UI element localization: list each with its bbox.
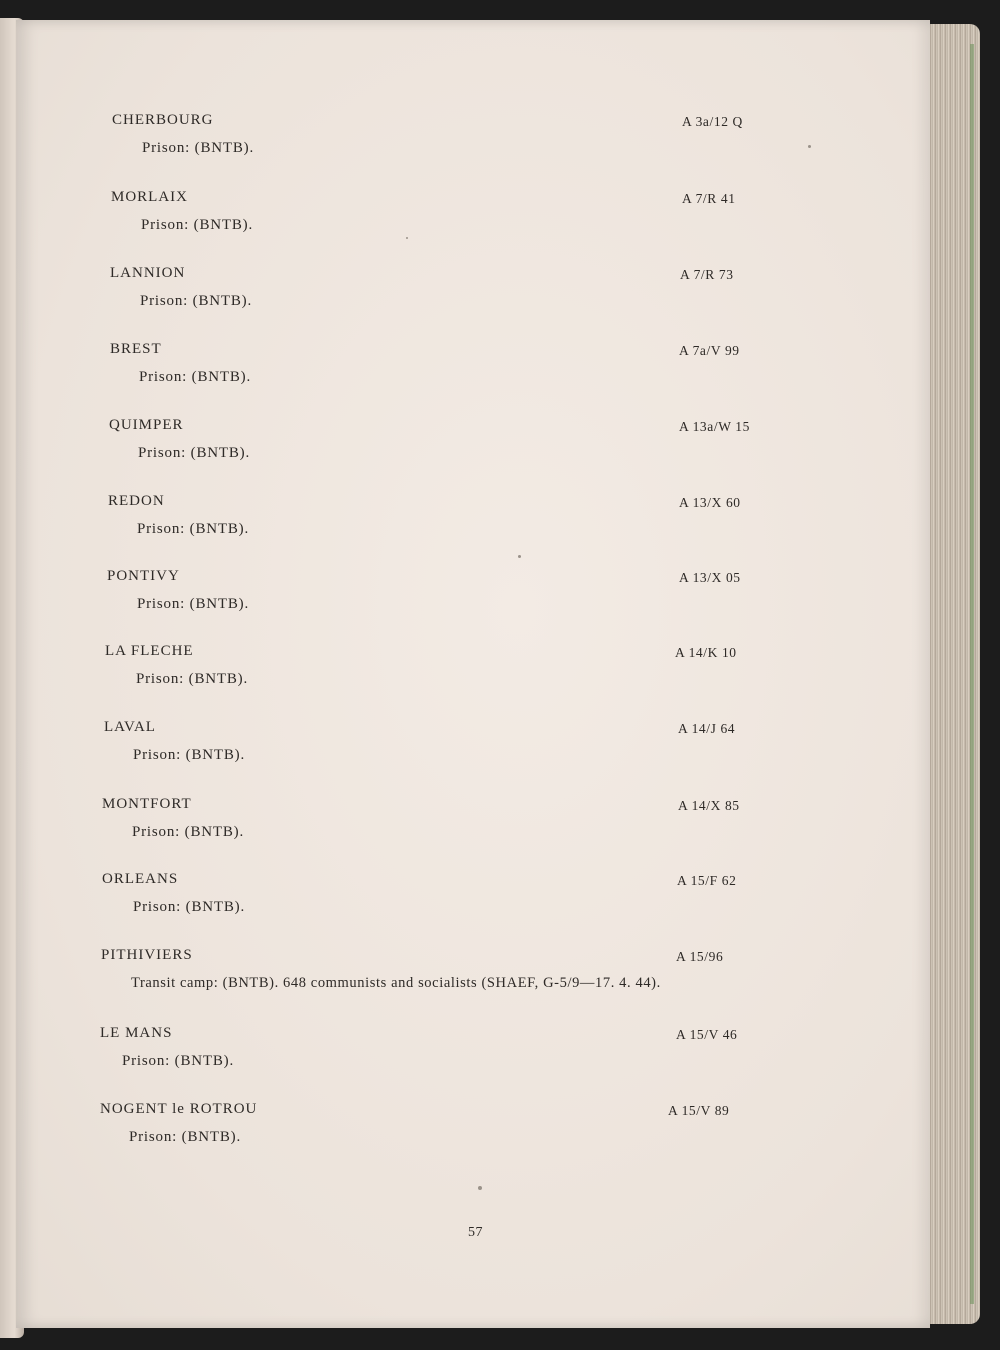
place-name: LANNION [110,265,186,281]
place-name: NOGENT le ROTROU [100,1101,258,1117]
paper-speck [406,237,408,239]
grid-reference: A 7/R 73 [680,267,734,282]
grid-reference: A 3a/12 Q [682,114,743,129]
entry-note: Prison: (BNTB). [140,293,253,309]
place-name: REDON [108,493,165,509]
entry-note: Prison: (BNTB). [132,824,245,840]
grid-reference: A 14/J 64 [678,721,736,736]
place-name: PITHIVIERS [101,947,193,963]
place-name: QUIMPER [109,417,184,433]
grid-reference: A 7a/V 99 [679,343,740,358]
grid-reference: A 15/V 89 [668,1103,730,1118]
page-block-edges [922,24,980,1324]
entry-note: Prison: (BNTB). [137,596,250,612]
place-name: CHERBOURG [112,112,214,128]
place-name: LAVAL [104,719,156,735]
grid-reference: A 13/X 05 [679,570,741,585]
entry-note: Transit camp: (BNTB). 648 communists and socialists (SHAEF, G-5/9—17. 4. 44). [131,975,661,991]
entry-note: Prison: (BNTB). [139,369,252,385]
grid-reference: A 15/96 [676,949,724,964]
place-name: LE MANS [100,1025,173,1041]
entry-note: Prison: (BNTB). [136,671,249,687]
grid-reference: A 13/X 60 [679,495,741,510]
grid-reference: A 15/V 46 [676,1027,738,1042]
paper-speck [478,1186,482,1190]
entry-note: Prison: (BNTB). [133,899,246,915]
grid-reference: A 15/F 62 [677,873,737,888]
grid-reference: A 14/X 85 [678,798,740,813]
entry-note: Prison: (BNTB). [142,140,255,156]
entry-note: Prison: (BNTB). [122,1053,235,1069]
book-page [16,20,930,1328]
place-name: PONTIVY [107,568,180,584]
place-name: LA FLECHE [105,643,194,659]
place-name: MONTFORT [102,796,192,812]
grid-reference: A 14/K 10 [675,645,737,660]
paper-speck [808,145,811,148]
entry-note: Prison: (BNTB). [138,445,251,461]
place-name: BREST [110,341,162,357]
grid-reference: A 13a/W 15 [679,419,750,434]
page-number: 57 [468,1225,483,1240]
entry-note: Prison: (BNTB). [141,217,254,233]
entry-note: Prison: (BNTB). [133,747,246,763]
grid-reference: A 7/R 41 [682,191,736,206]
entry-note: Prison: (BNTB). [129,1129,242,1145]
place-name: ORLEANS [102,871,179,887]
entry-note: Prison: (BNTB). [137,521,250,537]
place-name: MORLAIX [111,189,188,205]
paper-speck [518,555,521,558]
